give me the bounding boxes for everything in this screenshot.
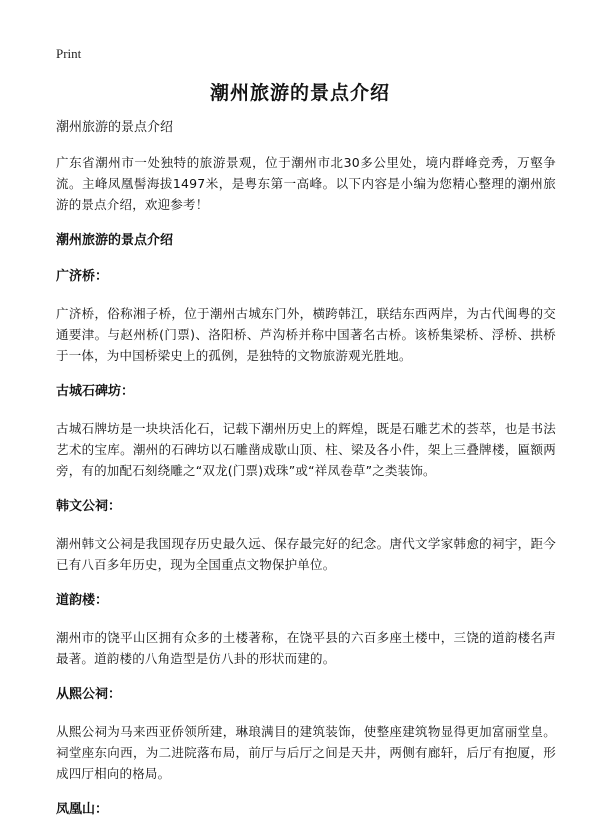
paragraph-daoyun-tower: 潮州市的饶平山区拥有众多的土楼著称，在饶平县的六百多座土楼中，三饶的道韵楼名声最著。道韵楼的八角造型是仿八卦的形状而建的。	[56, 630, 556, 666]
heading-phoenix-mountain: 凤凰山：	[56, 802, 109, 817]
paragraph-guangji-bridge: 广济桥，俗称湘子桥，位于潮州古城东门外，横跨韩江，联结东西两岸，为古代闽粤的交通要津。与赵州桥(门票)、洛阳桥、芦沟桥并称中国著名古桥。该桥集梁桥、浮桥、拱桥于一体，为中国桥梁史上的孤例，是独特的文物旅游观光胜地。	[56, 306, 556, 363]
section-title: 潮州旅游的景点介绍	[56, 233, 174, 248]
heading-daoyun-tower: 道韵楼：	[56, 593, 109, 608]
heading-guangji-bridge: 广济桥：	[56, 269, 109, 284]
paragraph-congxi-temple: 从熙公祠为马来西亚侨领所建，琳琅满目的建筑装饰，使整座建筑物显得更加富丽堂皇。祠堂座东向西，为二进院落布局，前厅与后厅之间是天井，两侧有廊轩，后厅有抱厦，形成四厅相向的格局。	[56, 724, 556, 781]
heading-hanwen-temple: 韩文公祠：	[56, 499, 122, 514]
intro-paragraph: 广东省潮州市一处独特的旅游景观，位于潮州市北30多公里处，境内群峰竞秀，万壑争流。主峰凤凰髻海拔1497米，是粤东第一高峰。以下内容是小编为您精心整理的潮州旅游的景点介绍，欢迎参考！	[56, 155, 556, 212]
article-body	[56, 118, 556, 836]
article-subtitle: 潮州旅游的景点介绍	[56, 120, 174, 135]
heading-congxi-temple: 从熙公祠：	[56, 687, 122, 702]
print-link[interactable]: Print	[56, 46, 82, 61]
paragraph-stone-archways: 古城石牌坊是一块块活化石，记载下潮州历史上的辉煌，既是石雕艺术的荟萃，也是书法艺术的宝库。潮州的石碑坊以石雕凿成歇山顶、柱、梁及各小件，架上三叠牌楼，匾额两旁，有的加配石刻绕雕之“双龙(门票)戏珠”或“祥凤卷草”之类装饰。	[56, 421, 556, 478]
paragraph-hanwen-temple: 潮州韩文公祠是我国现存历史最久远、保存最完好的纪念。唐代文学家韩愈的祠宇，距今已有八百多年历史，现为全国重点文物保护单位。	[56, 536, 556, 572]
heading-stone-archways: 古城石碑坊：	[56, 384, 135, 399]
page-title: 潮州旅游的景点介绍	[209, 82, 390, 104]
